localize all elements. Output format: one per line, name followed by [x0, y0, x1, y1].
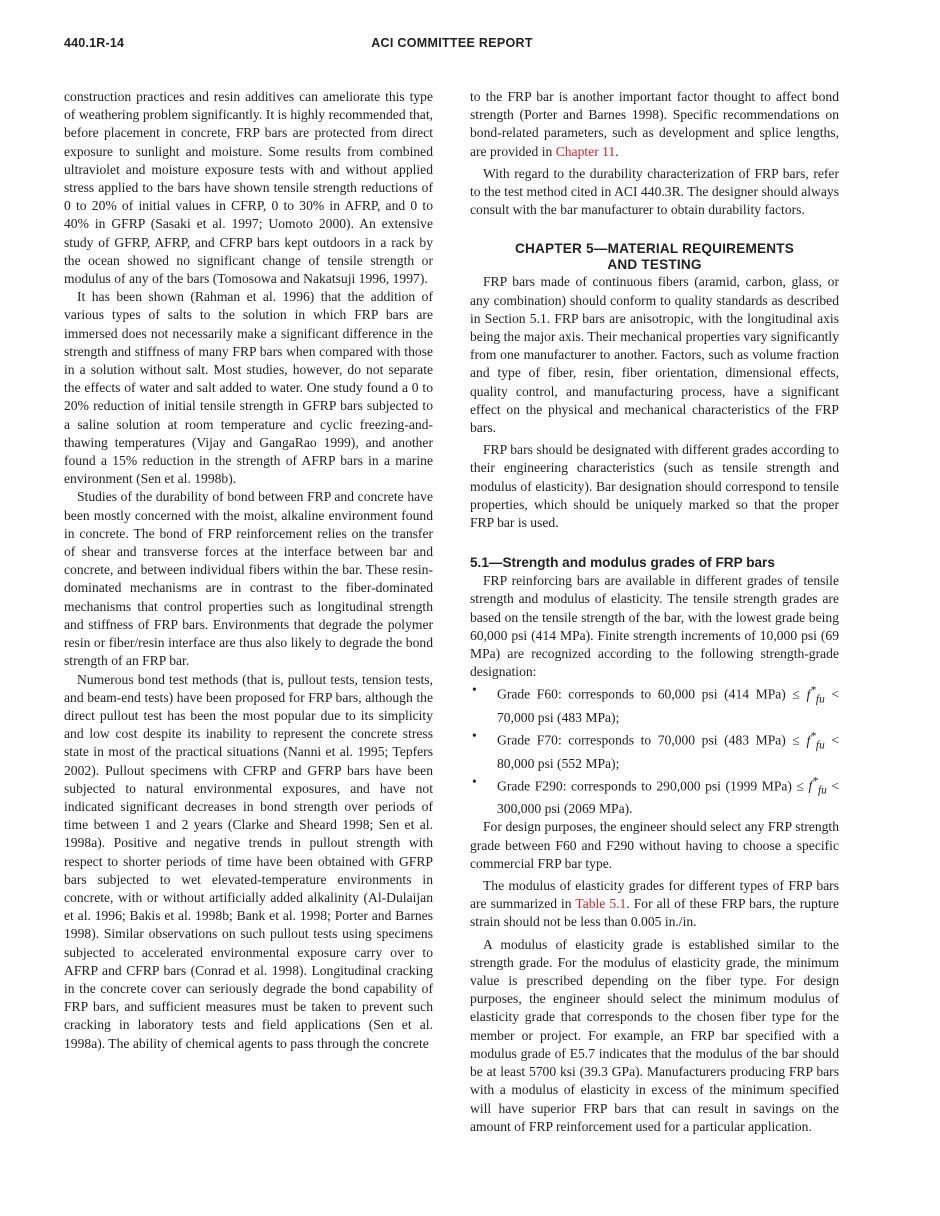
- paragraph: [470, 877, 839, 932]
- list-item-text: < 80,000 psi (552 MPa);: [497, 732, 839, 771]
- section-heading: 5.1—Strength and modulus grades of FRP bars: [470, 555, 775, 571]
- list-item: [470, 773, 839, 819]
- paragraph: With regard to the durability characterization of FRP bars, refer to the test method cited in ACI 440.3R. The designer should always consult with the bar manufacturer to obtain durability factors.: [470, 165, 839, 218]
- ffu-symbol: $f^*_{fu}$: [806, 684, 825, 706]
- page-header: [64, 36, 840, 54]
- left-column: [64, 88, 433, 1053]
- list-item: [470, 681, 839, 727]
- grade-list: [470, 681, 839, 818]
- paragraph-text: . For all of these FRP bars, the rupture strain should not be less than 0.005 in./in.: [470, 896, 839, 930]
- bullet-icon: •: [472, 728, 477, 744]
- paragraph: FRP bars should be designated with different grades according to their engineering characteristics (such as tensile strength and modulus of elasticity). Bar designation should correspond to tensile properties, which should be uniquely marked so that the proper FRP bar is used.: [470, 442, 839, 531]
- running-title: ACI COMMITTEE REPORT: [371, 36, 533, 50]
- paragraph: Numerous bond test methods (that is, pullout tests, tension tests, and beam-end tests) have been proposed for FRP bars, although the direct pullout test has been the most popular due to its simplicity and low cost despite its inability to represent the concrete stress state in most of the practical situations (Nanni et al. 1995; Tepfers 2002). Pullout specimens with CFRP and GFRP bars have been subjected to natural environmental exposures, and have not indicated significant decreases in bond strength over periods of time between 1 and 2 years (Clarke and Sheard 1998; Sen et al. 1998a). Positive and negative trends in pullout strength with respect to shorter periods of time have been obtained with GFRP bars subjected to wet elevated-temperature environments in concrete, with or without artificially added alkalinity (Al-Dulaijan et al. 1996; Bakis et al. 1998b; Bank et al. 1998; Porter and Barnes 1998). Similar observations on such pullout tests using specimens subjected to accelerated environmental exposure carry over to AFRP and CFRP bars (Conrad et al. 1998). Longitudinal cracking in the concrete cover can seriously degrade the bond capability of FRP bars, and sufficient measures must be taken to prevent such cracking in laboratory tests and field applications (Sen et al. 1998a). The ability of chemical agents to pass through the concrete: [64, 671, 433, 1051]
- ffu-symbol: $f^*_{fu}$: [806, 730, 825, 752]
- paragraph: It has been shown (Rahman et al. 1996) that the addition of various types of salts to the solution in which FRP bars are immersed does not necessarily make a significant difference in the strength and stiffness of many FRP bars when compared with those in a solution without salt. Most studies, however, do not separate the effects of water and salt added to water. One study found a 0 to 20% reduction of initial tensile strength in GFRP bars subjected to a saline solution at room temperature and cyclic freezing-and-thawing temperatures (Vijay and GangaRao 1999), and another found a 15% reduction in the strength of AFRP bars in a marine environment (Sen et al. 1998b).: [64, 289, 433, 487]
- bullet-icon: •: [472, 773, 477, 789]
- paragraph: construction practices and resin additives can ameliorate this type of weathering problem significantly. It is highly recommended that, before placement in concrete, FRP bars are protected from direct exposure to sunlight and moisture. Some results from combined ultraviolet and moisture exposure tests with and without applied stress applied to the bars have shown tensile strength reductions of 0 to 20% of initial values in CFRP, 0 to 30% in AFRP, and 0 to 40% in GFRP (Sasaki et al. 1997; Uomoto 2000). An extensive study of GFRP, AFRP, and CFRP bars kept outdoors in a rack by the ocean showed no significant change of tensile strength or modulus of any of the bars (Tomosowa and Nakatsuji 1996, 1997).: [64, 89, 433, 287]
- paragraph-text: .: [615, 143, 619, 159]
- page-code: 440.1R-14: [64, 36, 125, 50]
- chapter-heading-line: CHAPTER 5—MATERIAL REQUIREMENTS: [514, 241, 795, 257]
- paragraph-text: to the FRP bar is another important factor thought to affect bond strength (Porter and Barnes 1998). Specific recommendations on bond-related parameters, such as development and splice lengths, are provided in: [470, 89, 839, 159]
- bullet-icon: •: [472, 682, 477, 698]
- paragraph: FRP reinforcing bars are available in different grades of tensile strength and modulus of elasticity. The tensile strength grades are based on the tensile strength of the bar, with the lowest grade being 60,000 psi (414 MPa). Finite strength increments of 10,000 psi (69 MPa) are recognized according to the following strength-grade designation:: [470, 573, 839, 680]
- paragraph-text: The modulus of elasticity grades for different types of FRP bars are summarized in: [470, 878, 839, 912]
- paragraph: FRP bars made of continuous fibers (aramid, carbon, glass, or any combination) should conform to quality standards as described in Section 5.1. FRP bars are anisotropic, with the longitudinal axis being the major axis. Their mechanical properties vary significantly from one manufacturer to another. Factors, such as volume fraction and type of fiber, resin, fiber orientation, dimensional effects, quality control, and manufacturing process, have a significant effect on the physical and mechanical characteristics of the FRP bars.: [470, 274, 839, 436]
- list-item-text: Grade F60: corresponds to 60,000 psi (414 MPa) ≤: [497, 687, 807, 703]
- paragraph: Studies of the durability of bond between FRP and concrete have been mostly concerned with the moist, alkaline environment found in concrete. The bond of FRP reinforcement relies on the transfer of shear and transverse forces at the interface between bar and concrete, and between individual fibers within the bar. These resin-dominated mechanisms are in contrast to the fiber-dominated mechanisms that control properties such as longitudinal strength and stiffness of FRP bars. Environments that degrade the polymer resin or fiber/resin interface are thus also likely to degrade the bond strength of an FRP bar.: [64, 489, 433, 669]
- list-item-text: Grade F70: corresponds to 70,000 psi (483 MPa) ≤: [497, 732, 807, 748]
- list-item-text: < 300,000 psi (2069 MPa).: [497, 778, 839, 817]
- paragraph: A modulus of elasticity grade is established similar to the strength grade. For the modulus of elasticity grade, the minimum value is prescribed depending on the fiber type. For design purposes, the engineer should select the minimum modulus of elasticity grade that corresponds to the chosen fiber type for the member or project. For example, an FRP bar specified with a modulus grade of E5.7 indicates that the modulus of the bar should be at least 5700 ksi (39.3 GPa). Manufacturers producing FRP bars with a modulus of elasticity in excess of the minimum specified will have superior FRP bars that can result in savings on the amount of FRP reinforcement used for a particular application.: [470, 936, 839, 1134]
- table-5-1-link[interactable]: Table 5.1: [575, 896, 627, 912]
- list-item: [470, 727, 839, 773]
- chapter-heading: [470, 241, 839, 273]
- ffu-symbol: $f^*_{fu}$: [808, 775, 827, 798]
- list-item-text: Grade F290: corresponds to 290,000 psi (1999 MPa) ≤: [497, 778, 809, 794]
- chapter-heading-line: AND TESTING: [607, 257, 702, 273]
- right-column: [470, 88, 839, 1136]
- paragraph: For design purposes, the engineer should select any FRP strength grade between F60 and F290 without having to choose a specific commercial FRP bar type.: [470, 819, 839, 871]
- paragraph: [470, 88, 839, 161]
- list-item-text: < 70,000 psi (483 MPa);: [497, 687, 839, 725]
- chapter-11-link[interactable]: Chapter 11: [555, 143, 616, 159]
